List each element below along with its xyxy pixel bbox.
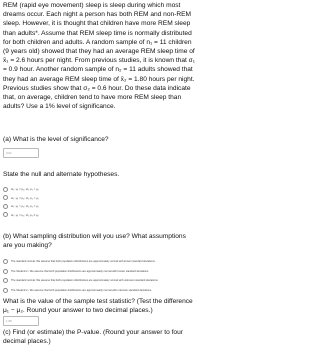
radio-button[interactable] bbox=[3, 278, 8, 283]
hypothesis-option-3[interactable] bbox=[3, 202, 83, 210]
hypothesis-option-label: H₀: μ₁ = μ₂; H₁: μ₁ > μ₂ bbox=[11, 187, 39, 191]
radio-button[interactable] bbox=[3, 187, 8, 192]
distribution-option-2[interactable] bbox=[3, 267, 197, 277]
part-b-question: (b) What sampling distribution will you use? What assumptions are you making? bbox=[3, 233, 186, 250]
distribution-option-label: The standard normal. We assume that both population distributions are approximately normal with known standard deviations. bbox=[11, 260, 156, 264]
radio-button[interactable] bbox=[3, 259, 8, 264]
problem-paragraph: REM (rapid eye movement) sleep is sleep during which most dreams occur. Each night a person has both REM and non-REM sleep. However, it is thought that children have more REM sleep than adults*. Assume that REM sleep time is normally distributed for both children and adults. A random sample of n₁ = 11 children (9 years old) showed that they had an average REM sleep time of x̄₁ = 2.6 hours per night. From previous studies, it is known that σ₁ = 0.9 hour. Another random sample of n₂ = 11 adults showed that they had an average REM sleep time of x̄₂ = 1.80 hours per night. Previous studies show that σ₂ = 0.6 hour. Do these data indicate that, on average, children tend to have more REM sleep than adults? Use a 1% level of significance. bbox=[3, 2, 195, 111]
part-a-question: (a) What is the level of significance? bbox=[3, 136, 109, 143]
radio-button[interactable] bbox=[3, 204, 8, 209]
distribution-option-label: The standard normal. We assume that both population distributions are approximately normal with unknown standard deviations. bbox=[11, 279, 159, 283]
hypothesis-option-label: H₀: μ₁ = μ₂; H₁: μ₁ < μ₂ bbox=[11, 195, 39, 200]
distribution-option-1[interactable] bbox=[3, 257, 197, 267]
hypotheses-prompt: State the null and alternate hypotheses. bbox=[3, 171, 120, 178]
distribution-option-label: The Student's t. We assume that both population distributions are approximately normal with known standard deviations. bbox=[11, 269, 149, 273]
distribution-option-3[interactable] bbox=[3, 276, 197, 286]
problem-statement bbox=[3, 1, 197, 111]
hypothesis-option-1[interactable] bbox=[3, 185, 83, 193]
significance-input-value: 0.01 bbox=[6, 151, 12, 155]
radio-button[interactable] bbox=[3, 288, 8, 293]
hypothesis-option-4[interactable] bbox=[3, 211, 83, 219]
part-c-question: (c) Find (or estimate) the P-value. (Round your answer to four decimal places.) bbox=[3, 329, 183, 346]
distribution-option-4[interactable] bbox=[3, 286, 197, 296]
test-statistic-input-value: 1.95 bbox=[6, 319, 12, 323]
hypotheses-options bbox=[3, 185, 83, 219]
hypothesis-option-label: H₀: μ₁ > μ₂; H₁: μ₁ = μ₂ bbox=[11, 204, 39, 208]
hypothesis-option-2[interactable] bbox=[3, 194, 83, 202]
test-statistic-input[interactable] bbox=[3, 316, 39, 326]
significance-input[interactable] bbox=[3, 148, 39, 158]
radio-button[interactable] bbox=[3, 269, 8, 274]
radio-button[interactable] bbox=[3, 195, 8, 200]
radio-button[interactable] bbox=[3, 212, 8, 217]
distribution-option-label: The Student's t. We assume that both population distributions are approximately normal with unknown standard deviations. bbox=[11, 288, 152, 292]
hypothesis-option-label: H₀: μ₁ = μ₂; H₁: μ₁ ≠ μ₂ bbox=[11, 212, 39, 217]
sampling-distribution-options bbox=[3, 257, 197, 295]
test-statistic-question: What is the value of the sample test statistic? (Test the difference μ₁ − μ₂. Round your answer to two decimal places.) bbox=[3, 298, 193, 315]
